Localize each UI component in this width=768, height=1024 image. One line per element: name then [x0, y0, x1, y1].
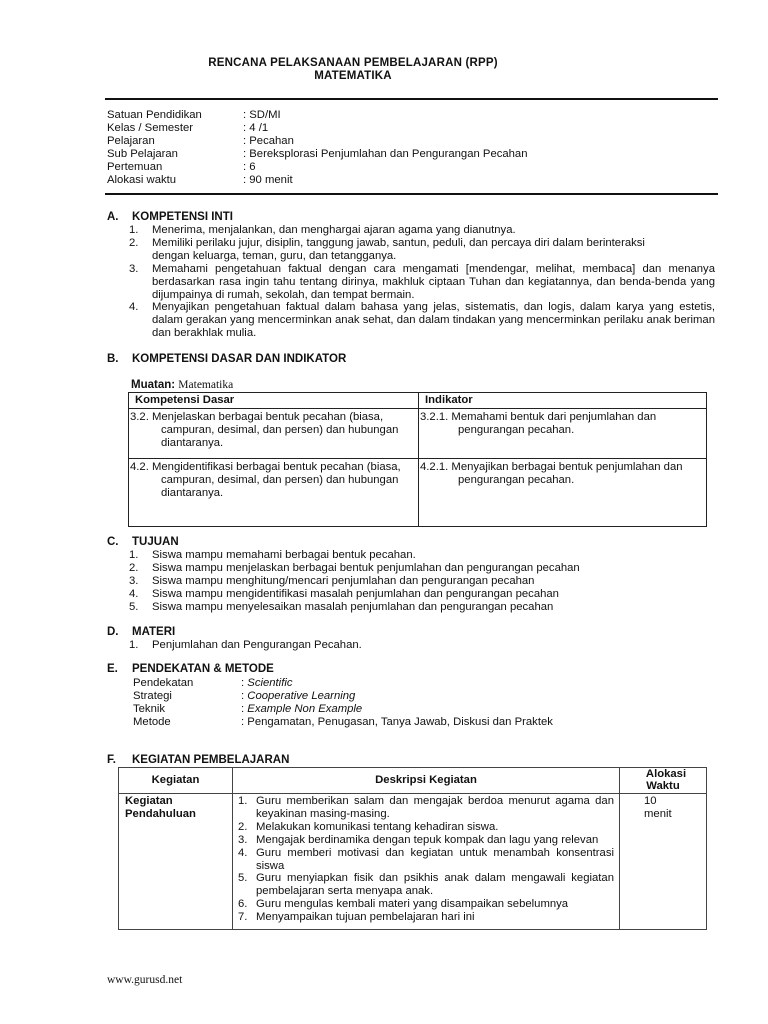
- method-value: Example Non Example: [247, 703, 363, 715]
- method-colon: :: [241, 677, 248, 689]
- list-item: [129, 575, 715, 588]
- footer-website: www.gurusd.net: [107, 974, 183, 986]
- item-text: Menyajikan pengetahuan faktual dalam bahasa yang jelas, sistematis, dan logis, dalam karya yang estetis, dalam gerakan yang mencerminkan anak sehat, dan dalam tindakan yang mencerminkan perilaku anak beriman dan berakhlak mulia.: [152, 301, 715, 340]
- section-f-heading: [107, 754, 289, 767]
- list-item: [235, 834, 614, 847]
- item-text: Guru memberi motivasi dan kegiatan untuk menambah konsentrasi siswa: [256, 846, 614, 872]
- section-title: TUJUAN: [132, 536, 179, 548]
- list-item: [129, 588, 715, 601]
- section-title: KOMPETENSI DASAR DAN INDIKATOR: [132, 353, 347, 365]
- item-text: Guru memberikan salam dan mengajak berdoa menurut agama dan keyakinan masing-masing.: [256, 795, 614, 820]
- indicator-number: 3.2.1.: [420, 410, 449, 423]
- item-text: Penjumlahan dan Pengurangan Pecahan.: [152, 639, 362, 651]
- method-colon: :: [241, 690, 248, 702]
- identity-label: Kelas / Semester: [107, 122, 194, 134]
- identity-divider: [105, 193, 718, 195]
- identity-value: : 4 /1: [243, 122, 269, 134]
- muatan-line: [131, 379, 233, 392]
- item-number: 4.: [238, 846, 248, 859]
- method-colon: :: [241, 703, 248, 715]
- method-label: Pendekatan: [133, 677, 194, 689]
- item-number: 2.: [129, 236, 139, 249]
- item-number: 1.: [129, 224, 139, 236]
- item-number: 4.: [129, 301, 139, 314]
- section-letter: A.: [107, 211, 119, 223]
- list-item: [235, 795, 614, 821]
- list-item: [129, 562, 715, 575]
- method-row: [133, 690, 713, 703]
- list-item: [235, 911, 614, 924]
- item-number: 5.: [129, 600, 139, 613]
- identity-row: [107, 161, 707, 174]
- table-cell: [129, 408, 419, 458]
- section-title: MATERI: [132, 626, 176, 638]
- section-title: KEGIATAN PEMBELAJARAN: [132, 754, 290, 766]
- alokasi-line-1: Alokasi: [645, 768, 687, 780]
- indicator-text: Memahami bentuk dari penjumlahan dan pengurangan pecahan.: [451, 410, 657, 436]
- method-value: Cooperative Learning: [247, 690, 356, 702]
- kegiatan-table: [118, 767, 707, 930]
- section-letter: B.: [107, 353, 119, 365]
- identity-label: Alokasi waktu: [107, 174, 177, 186]
- identity-value: : Pecahan: [243, 135, 294, 147]
- identity-row: [107, 174, 707, 187]
- section-title: PENDEKATAN & METODE: [132, 663, 274, 675]
- item-number: 2.: [238, 820, 248, 833]
- section-letter: C.: [107, 536, 119, 548]
- identity-label: Sub Pelajaran: [107, 148, 178, 160]
- method-label: Strategi: [133, 690, 172, 702]
- table-cell: [620, 794, 707, 930]
- list-item: [235, 872, 614, 898]
- list-item: [129, 224, 715, 237]
- item-number: 1.: [129, 549, 139, 561]
- item-number: 7.: [238, 911, 248, 924]
- table-row: [119, 794, 707, 930]
- section-d-heading: [107, 626, 175, 639]
- indicator-text: Menyajikan berbagai bentuk penjumlahan dan pengurangan pecahan.: [451, 460, 683, 486]
- item-text: Mengajak berdinamika dengan tepuk kompak dan lagu yang relevan: [256, 833, 599, 846]
- table-header-row: [119, 768, 707, 794]
- list-item: [129, 263, 715, 302]
- item-number: 3.: [129, 262, 139, 275]
- kd-number: 3.2.: [130, 410, 149, 423]
- method-row: [133, 677, 713, 690]
- item-text: Siswa mampu menjelaskan berbagai bentuk penjumlahan dan pengurangan pecahan: [152, 561, 580, 574]
- materi-list: [129, 639, 715, 652]
- time-unit: menit: [644, 807, 672, 820]
- kompetensi-table: [128, 392, 707, 527]
- column-header-deskripsi: Deskripsi Kegiatan: [233, 768, 620, 794]
- section-letter: E.: [107, 663, 118, 675]
- item-number: 6.: [238, 898, 248, 911]
- item-text: Siswa mampu mengidentifikasi masalah penjumlahan dan pengurangan pecahan: [152, 587, 559, 600]
- identity-label: Pertemuan: [107, 161, 163, 173]
- identity-label: Satuan Pendidikan: [107, 109, 202, 121]
- table-cell: [419, 408, 707, 458]
- identity-row: [107, 148, 707, 161]
- method-colon: :: [241, 716, 248, 728]
- table-header-row: [129, 393, 707, 409]
- table-cell: [419, 458, 707, 526]
- table-cell: [129, 458, 419, 526]
- kd-text: Menjelaskan berbagai bentuk pecahan (biasa, campuran, desimal, dan persen) dan hubungan diantaranya.: [151, 410, 399, 449]
- item-text: Siswa mampu menghitung/mencari penjumlahan dan pengurangan pecahan: [152, 574, 535, 587]
- identity-label: Pelajaran: [107, 135, 155, 147]
- item-text: Guru mengulas kembali materi yang disampaikan sebelumnya: [256, 898, 569, 911]
- method-label: Teknik: [133, 703, 166, 715]
- item-number: 1.: [238, 795, 248, 807]
- indicator-number: 4.2.1.: [420, 460, 449, 473]
- table-cell: [119, 794, 233, 930]
- item-number: 5.: [238, 872, 248, 885]
- kompetensi-inti-list: [129, 224, 715, 340]
- section-title: KOMPETENSI INTI: [132, 211, 233, 223]
- top-divider: [105, 98, 718, 100]
- method-row: [133, 716, 713, 729]
- item-number: 3.: [238, 833, 248, 846]
- method-row: [133, 703, 713, 716]
- item-number: 1.: [129, 639, 139, 651]
- item-text: Menerima, menjalankan, dan menghargai ajaran agama yang dianutnya.: [152, 224, 516, 236]
- identity-value: : 6: [243, 161, 256, 173]
- row-label-line-1: Kegiatan: [125, 795, 173, 807]
- section-letter: D.: [107, 626, 119, 638]
- identity-value: : 90 menit: [243, 174, 293, 186]
- list-item: [235, 821, 614, 834]
- list-item: [235, 847, 614, 873]
- document-title: RENCANA PELAKSANAAN PEMBELAJARAN (RPP): [208, 57, 498, 69]
- section-e-heading: [107, 663, 274, 676]
- column-header-indikator: Indikator: [419, 393, 707, 409]
- identity-value: : SD/MI: [243, 109, 281, 121]
- table-row: [129, 408, 707, 458]
- method-value: Pengamatan, Penugasan, Tanya Jawab, Diskusi dan Praktek: [247, 716, 553, 728]
- item-text: Menyampaikan tujuan pembelajaran hari ini: [256, 911, 475, 924]
- list-item: [129, 549, 715, 562]
- tujuan-list: [129, 549, 715, 614]
- alokasi-line-2: Waktu: [646, 780, 680, 792]
- item-text: Memahami pengetahuan faktual dengan cara mengamati [mendengar, melihat, membaca] dan menanya berdasarkan rasa ingin tahu tentang dirinya, makhluk ciptaan Tuhan dan kegiatannya, dan benda-benda yang dijumpainya di rumah, sekolah, dan tempat bermain.: [152, 262, 715, 301]
- section-c-heading: [107, 536, 179, 549]
- time-value: 10: [644, 795, 657, 807]
- table-row: [129, 458, 707, 526]
- identity-value: : Bereksplorasi Penjumlahan dan Pengurangan Pecahan: [243, 148, 528, 160]
- list-item: [129, 639, 715, 652]
- item-text: Siswa mampu menyelesaikan masalah penjumlahan dan pengurangan pecahan: [152, 600, 554, 613]
- muatan-value: Matematika: [178, 379, 234, 391]
- list-item: [129, 601, 715, 614]
- method-label: Metode: [133, 716, 171, 728]
- item-number: 4.: [129, 587, 139, 600]
- list-item: [129, 301, 715, 340]
- item-number: 2.: [129, 561, 139, 574]
- pendahuluan-list: [235, 795, 614, 924]
- column-header-alokasi: [620, 768, 707, 794]
- identity-row: [107, 135, 707, 148]
- identity-row: [107, 109, 707, 122]
- section-b-heading: [107, 353, 346, 366]
- section-a-heading: [107, 211, 233, 224]
- item-text: Guru menyiapkan fisik dan psikhis anak dalam mengawali kegiatan pembelajaran serta menyapa anak.: [256, 872, 614, 898]
- list-item: [129, 237, 652, 263]
- item-text: Siswa mampu memahami berbagai bentuk pecahan.: [152, 549, 416, 561]
- table-cell: [233, 794, 620, 930]
- item-text: Memiliki perilaku jujur, disiplin, tanggung jawab, santun, peduli, dan percaya diri dalam berinteraksi dengan keluarga, teman, guru, dan tetangganya.: [152, 236, 645, 262]
- column-header-kd: Kompetensi Dasar: [129, 393, 419, 409]
- list-item: [235, 898, 614, 911]
- method-value: Scientific: [247, 677, 293, 689]
- row-label-line-2: Pendahuluan: [125, 807, 196, 820]
- item-number: 3.: [129, 574, 139, 587]
- item-text: Melakukan komunikasi tentang kehadiran siswa.: [256, 820, 499, 833]
- section-letter: F.: [107, 754, 116, 766]
- document-subtitle: MATEMATIKA: [314, 70, 392, 82]
- kd-number: 4.2.: [130, 460, 149, 473]
- column-header-kegiatan: Kegiatan: [119, 768, 233, 794]
- identity-row: [107, 122, 707, 135]
- kd-text: Mengidentifikasi berbagai bentuk pecahan (biasa, campuran, desimal, dan persen) dan hubungan diantaranya.: [151, 460, 401, 499]
- muatan-label: Muatan:: [131, 379, 176, 391]
